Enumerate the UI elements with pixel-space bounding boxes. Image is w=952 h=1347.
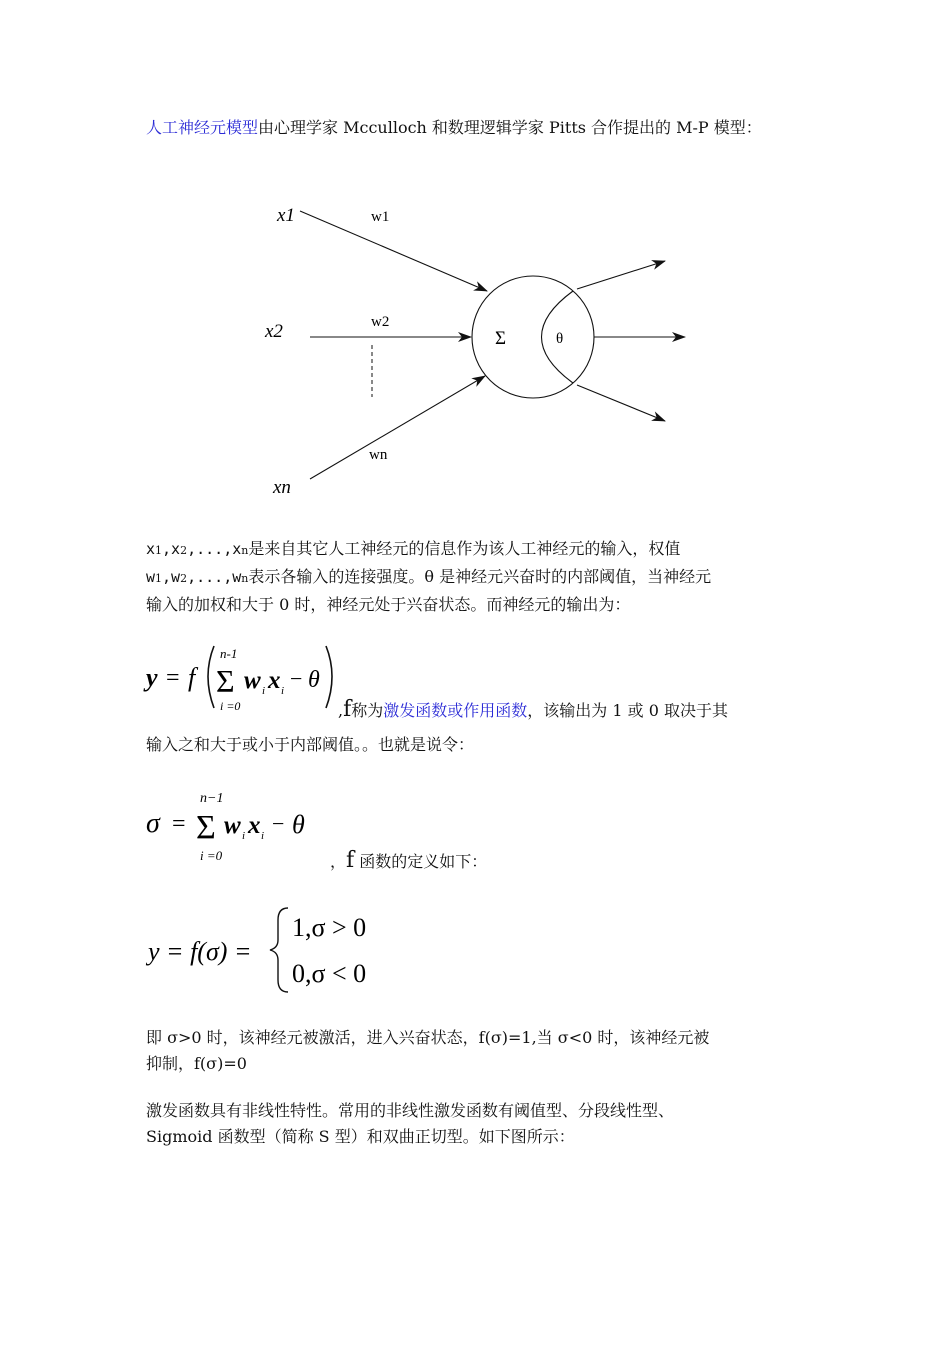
input1-arrow	[300, 211, 487, 291]
activation-function-link[interactable]: 激发函数或作用函数	[383, 701, 528, 720]
svg-text:n-1: n-1	[220, 646, 238, 661]
equation-sigma	[140, 784, 340, 864]
eq1-line2: 输入之和大于或小于内部阈值。。也就是说令：	[146, 735, 475, 754]
output-arrow-bottom	[577, 385, 665, 421]
svg-text:−: −	[290, 666, 303, 691]
svg-text:y: y	[146, 663, 158, 692]
equation-sigma-caption: ，f 函数的定义如下：	[330, 848, 488, 873]
mp-neuron-diagram	[255, 195, 695, 505]
artificial-neuron-model-link[interactable]: 人工神经元模型	[146, 118, 259, 137]
intro-paragraph	[146, 115, 816, 141]
weight2-label: w2	[371, 314, 390, 330]
p2-line2: w1,w2,...,wn表示各输入的连接强度。θ 是神经元兴奋时的内部阈值，当神经元	[146, 567, 712, 586]
inputn-arrow	[310, 376, 485, 479]
svg-text:0,σ < 0: 0,σ < 0	[292, 959, 367, 988]
p2-line3: 输入的加权和大于 0 时，神经元处于兴奋状态。而神经元的输出为：	[146, 595, 631, 614]
activation-explanation: 即 σ>0 时，该神经元被激活，进入兴奋状态，f(σ)=1,当 σ<0 时，该神经元被 抑制，f(σ)=0	[146, 1028, 710, 1073]
output-arrow-top	[577, 261, 665, 289]
p2-line1: x1,x2,...,xn是来自其它人工神经元的信息作为该人工神经元的输入，权值	[146, 539, 681, 558]
sum-symbol: Σ	[495, 328, 507, 349]
svg-text:=: =	[166, 665, 180, 691]
svg-text:σ: σ	[146, 808, 160, 839]
weight1-label: w1	[371, 209, 390, 225]
nonlinear-activation-paragraph: 激发函数具有非线性特性。常用的非线性激发函数有阈值型、分段线性型、 Sigmoid 函数型（简称 S 型）和双曲正切型。如下图所示：	[146, 1101, 675, 1146]
equation-output-caption: ,f称为激发函数或作用函数，该输出为 1 或 0 取决于其	[338, 697, 728, 722]
svg-text:n−1: n−1	[200, 791, 224, 806]
neuron-circle	[472, 276, 594, 398]
svg-text:Σ: Σ	[216, 663, 235, 699]
threshold-symbol: θ	[556, 331, 564, 347]
equation-output	[140, 638, 340, 720]
equation-step-function	[140, 898, 410, 998]
svg-text:x: x	[248, 812, 261, 839]
svg-text:y = f(σ) =: y = f(σ) =	[148, 937, 252, 966]
svg-text:x: x	[268, 667, 281, 694]
svg-text:1,σ > 0: 1,σ > 0	[292, 913, 367, 942]
inputn-label: xn	[273, 477, 291, 498]
inputs-description	[146, 536, 816, 618]
svg-text:Σ: Σ	[196, 809, 216, 846]
svg-text:i: i	[242, 830, 246, 842]
svg-text:f: f	[188, 663, 196, 692]
svg-text:=: =	[172, 811, 186, 837]
intro-text: 由心理学家 Mcculloch 和数理逻辑学家 Pitts 合作提出的 M-P 模型：	[258, 118, 762, 137]
svg-text:i: i	[261, 830, 265, 842]
svg-text:−: −	[272, 811, 285, 836]
weightn-label: wn	[369, 447, 388, 463]
svg-text:θ: θ	[292, 810, 305, 839]
svg-text:i: i	[262, 685, 266, 697]
input2-label: x2	[265, 321, 283, 342]
svg-text:θ: θ	[308, 667, 320, 693]
svg-text:i: i	[281, 685, 285, 697]
svg-text:i =0: i =0	[200, 848, 223, 863]
input1-label: x1	[277, 205, 295, 226]
svg-text:i =0: i =0	[220, 699, 241, 713]
svg-text:w: w	[224, 812, 241, 839]
svg-text:w: w	[244, 667, 261, 694]
